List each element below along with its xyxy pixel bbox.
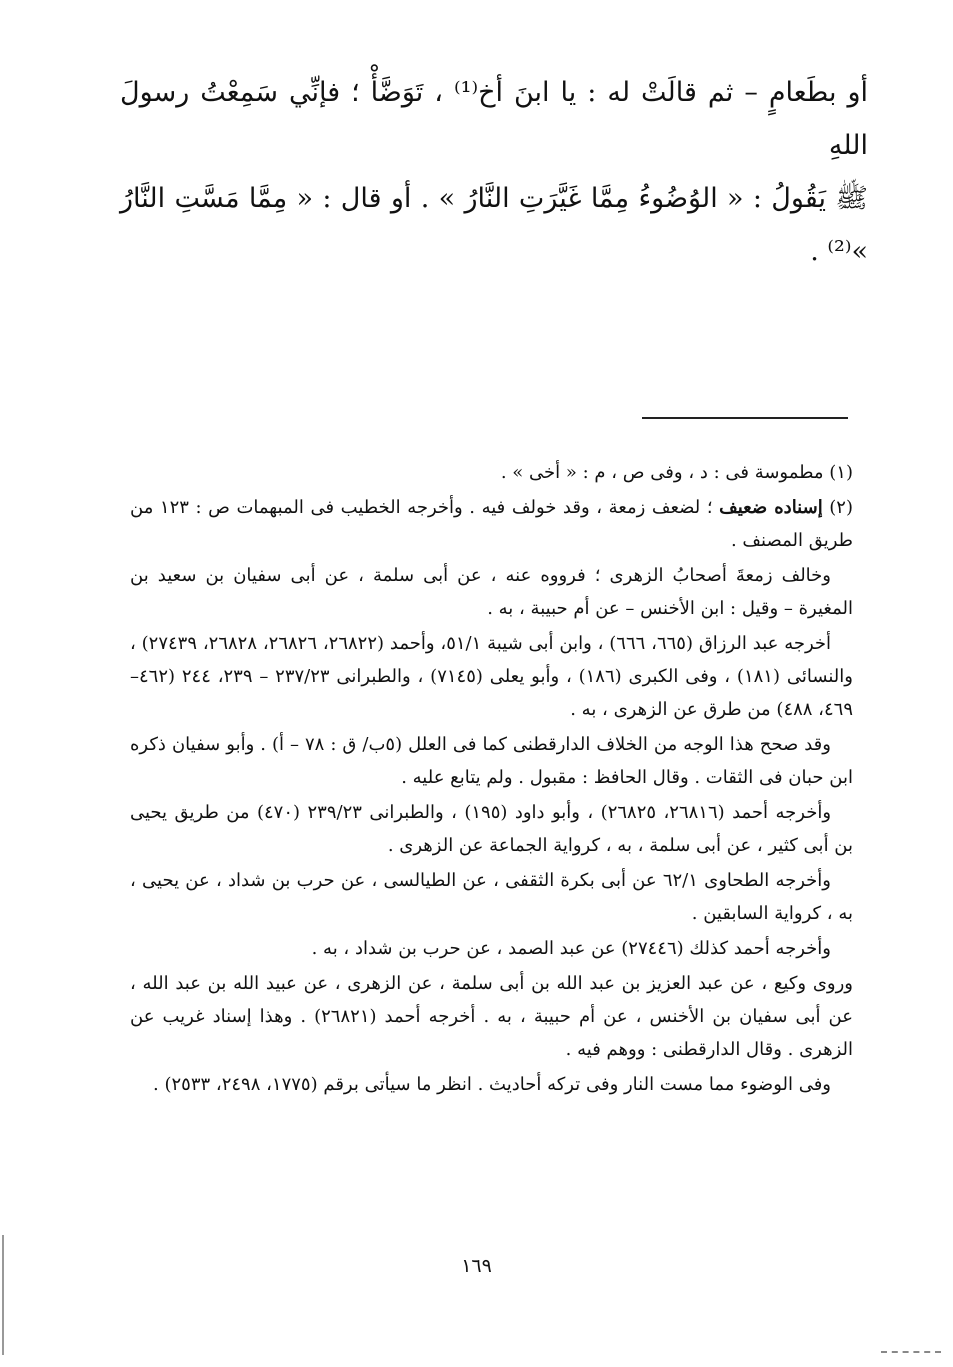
footnote-divider [642, 417, 848, 419]
footnote-paragraph: وفى الوضوء مما مست النار وفى تركه أحاديث . انظر ما سيأتى برقم (١٧٧٥، ٢٤٩٨، ٢٥٣٣) . [153, 1074, 831, 1095]
footnote-bold-term: إسناده ضعيف [719, 497, 823, 518]
footnote-2 [130, 491, 853, 557]
footnote-paragraph: وقد صحح هذا الوجه من الخلاف الدارقطنى كما فى العلل (٥ب/ ق : ٧٨ – أ) . وأبو سفيان ذكره ابن حبان فى الثقات . وقال الحافظ : مقبول . ولم يتابع عليه . [130, 734, 853, 788]
main-text [120, 66, 868, 278]
scan-corner-mark [881, 1351, 941, 1353]
footnote-paragraph: وروى وكيع ، عن عبد العزيز بن عبد الله بن أبى سلمة ، عن الزهرى ، عن عبيد الله بن عبد الله ، عن أبى سفيان بن الأخنس ، عن أم حبيبة ، به . أخرجه أحمد (٢٦٨٢١) . وهذا إسناد غريب عن الزهرى . وقال الدارقطنى : ووهم فيه . [130, 973, 854, 1060]
footnote-paragraph: وأخرجه أحمد كذلك (٢٧٤٤٦) عن عبد الصمد ، عن حرب بن شداد ، به . [311, 938, 831, 959]
footnote-paragraph: وخالف زمعةَ أصحابُ الزهرى ؛ فرووه عنه ، عن أبى سلمة ، عن أبى سفيان بن سعيد بن المغيرة – وقيل : ابن الأخنس – عن أم حبيبة ، به . [130, 565, 853, 619]
page-number: ١٦٩ [461, 1255, 492, 1277]
footnote-paragraph: أخرجه عبد الرزاق (٦٦٥، ٦٦٦) ، وابن أبى شيبة ٥١/١، وأحمد (٢٦٨٢٢، ٢٦٨٢٦، ٢٦٨٢٨، ٢٧٤٣٩) ، والنسائى (١٨١) ، وفى الكبرى (١٨٦) ، وأبو يعلى (٧١٤٥) ، والطبرانى ٢٣٧/٢٣ – ٢٣٩، ٢٤٤ (٤٦٢– ٤٦٩، ٤٨٨) من طرق عن الزهرى ، به . [130, 633, 853, 720]
footnote-1: (١) مطموسة فى : د ، وفى ص ، م : « أخى » . [500, 462, 853, 483]
scan-margin-line [2, 1235, 4, 1355]
footnote-paragraph: وأخرجه أحمد (٢٦٨١٦، ٢٦٨٢٥) ، وأبو داود (١٩٥) ، والطبرانى ٢٣٩/٢٣ (٤٧٠) من طريق يحيى بن أبى كثير ، عن أبى سلمة ، به ، كرواية الجماعة عن الزهرى . [130, 802, 853, 856]
main-text-line: ﷺ يَقُولُ : « الوُضُوءُ مِمَّا غَيَّرَتِ النَّارُ » . أو قال : « مِمَّا مَسَّتِ النَّارُ »⁽²⁾ . [120, 183, 868, 267]
footnote-text: ؛ لضعف زمعة ، وقد خولف فيه . وأخرجه الخطيب فى المبهمات ص : ١٢٣ من طريق المصنف . [130, 497, 853, 551]
footnotes [130, 456, 853, 1103]
main-text-line: أو بطَعامٍ – ثم قالَتْ له : يا ابنَ أخ⁽¹⁾ ، تَوَضَّأْ ؛ فإنِّي سَمِعْتُ رسولَ اللهِ [120, 77, 868, 161]
footnote-label: (٢) [822, 497, 853, 518]
footnote-paragraph: وأخرجه الطحاوى ٦٢/١ عن أبى بكرة الثقفى ، عن الطيالسى ، عن حرب بن شداد ، عن يحيى ، به ، كرواية السابقين . [130, 870, 853, 924]
